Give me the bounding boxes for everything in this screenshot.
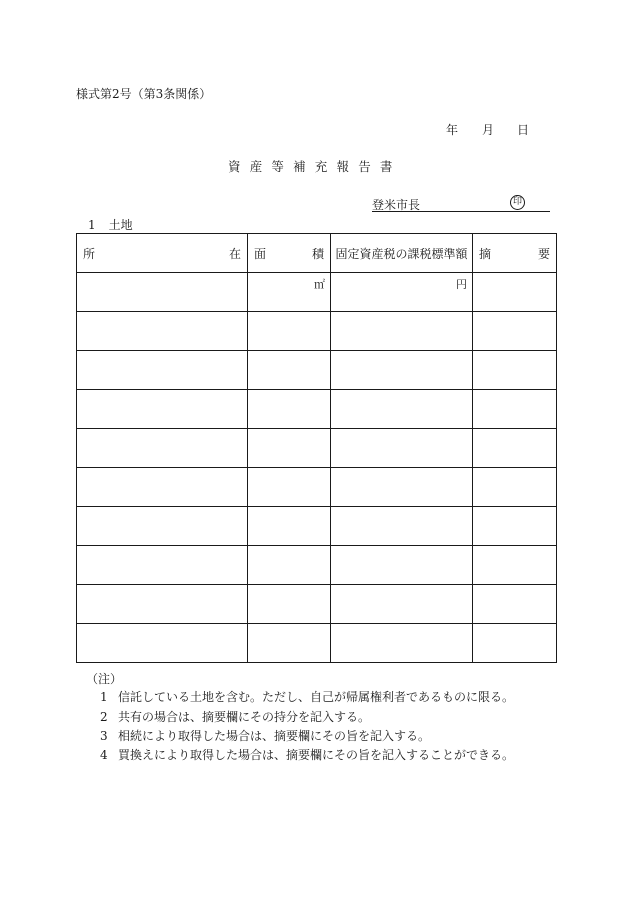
area-cell[interactable] — [248, 312, 331, 351]
remarks-cell[interactable] — [473, 390, 557, 429]
tax-value-cell[interactable] — [331, 585, 473, 624]
notes-heading: （注） — [86, 672, 123, 686]
table-row — [77, 507, 557, 546]
table-row — [77, 468, 557, 507]
seal-mark: 印 — [510, 195, 525, 210]
location-cell[interactable] — [77, 429, 248, 468]
location-cell[interactable] — [77, 546, 248, 585]
table-row — [77, 546, 557, 585]
location-cell[interactable] — [77, 585, 248, 624]
tax-value-cell[interactable] — [331, 546, 473, 585]
area-cell[interactable] — [248, 273, 331, 312]
section-number: 1 — [88, 218, 96, 232]
remarks-cell[interactable] — [473, 585, 557, 624]
location-cell[interactable] — [77, 273, 248, 312]
area-cell[interactable] — [248, 585, 331, 624]
table-header-row — [77, 234, 557, 273]
note-number: 1 — [100, 690, 108, 704]
table-row — [77, 585, 557, 624]
note-text: 信託している土地を含む。ただし、自己が帰属権利者であるものに限る。 — [118, 690, 515, 704]
remarks-cell[interactable] — [473, 273, 557, 312]
header-tax-value: 固定資産税の課税標準額 — [331, 234, 473, 273]
area-cell[interactable] — [248, 429, 331, 468]
area-cell[interactable] — [248, 351, 331, 390]
header-location-right: 在 — [228, 246, 241, 261]
location-cell[interactable] — [77, 390, 248, 429]
remarks-cell[interactable] — [473, 468, 557, 507]
section-label: 土地 — [108, 218, 133, 232]
date-year-label: 年 — [446, 123, 459, 137]
note-number: 2 — [100, 710, 108, 724]
tax-value-cell[interactable] — [331, 468, 473, 507]
location-cell[interactable] — [77, 468, 248, 507]
note-item — [100, 688, 514, 705]
remarks-cell[interactable] — [473, 624, 557, 663]
location-cell[interactable] — [77, 312, 248, 351]
note-item — [100, 746, 514, 763]
location-cell[interactable] — [77, 507, 248, 546]
note-item — [100, 708, 370, 725]
header-location — [77, 234, 248, 273]
note-number: 4 — [100, 748, 108, 762]
addressee: 登米市長 — [372, 198, 421, 212]
table-row — [77, 351, 557, 390]
tax-value-cell[interactable] — [331, 624, 473, 663]
tax-value-cell[interactable] — [331, 507, 473, 546]
header-area-right: 積 — [311, 246, 324, 261]
note-text: 相続により取得した場合は、摘要欄にその旨を記入する。 — [118, 729, 431, 743]
area-unit: ㎡ — [314, 278, 325, 291]
area-cell[interactable] — [248, 390, 331, 429]
header-remarks — [473, 234, 557, 273]
tax-value-cell[interactable] — [331, 390, 473, 429]
section-heading — [88, 216, 133, 233]
document-title: 資産等補充報告書 — [228, 159, 402, 174]
header-remarks-left: 摘 — [479, 246, 492, 261]
tax-value-cell[interactable] — [331, 273, 473, 312]
addressee-line — [372, 196, 550, 212]
remarks-cell[interactable] — [473, 312, 557, 351]
table-row — [77, 312, 557, 351]
note-text: 共有の場合は、摘要欄にその持分を記入する。 — [118, 710, 371, 724]
tax-value-unit: 円 — [456, 278, 467, 291]
date-day-label: 日 — [517, 123, 530, 137]
table-row — [77, 273, 557, 312]
location-cell[interactable] — [77, 624, 248, 663]
remarks-cell[interactable] — [473, 429, 557, 468]
header-area-left: 面 — [254, 246, 267, 261]
date-month-label: 月 — [482, 123, 495, 137]
remarks-cell[interactable] — [473, 507, 557, 546]
note-item — [100, 727, 430, 744]
remarks-cell[interactable] — [473, 351, 557, 390]
header-location-left: 所 — [83, 246, 96, 261]
location-cell[interactable] — [77, 351, 248, 390]
tax-value-cell[interactable] — [331, 351, 473, 390]
tax-value-cell[interactable] — [331, 312, 473, 351]
header-area — [248, 234, 331, 273]
area-cell[interactable] — [248, 468, 331, 507]
note-text: 買換えにより取得した場合は、摘要欄にその旨を記入することができる。 — [118, 748, 515, 762]
table-row — [77, 390, 557, 429]
table-row — [77, 429, 557, 468]
area-cell[interactable] — [248, 507, 331, 546]
remarks-cell[interactable] — [473, 546, 557, 585]
land-table — [76, 233, 557, 663]
form-number: 様式第2号（第3条関係） — [76, 87, 212, 101]
note-number: 3 — [100, 729, 108, 743]
header-remarks-right: 要 — [537, 246, 550, 261]
tax-value-cell[interactable] — [331, 429, 473, 468]
table-row — [77, 624, 557, 663]
area-cell[interactable] — [248, 546, 331, 585]
area-cell[interactable] — [248, 624, 331, 663]
